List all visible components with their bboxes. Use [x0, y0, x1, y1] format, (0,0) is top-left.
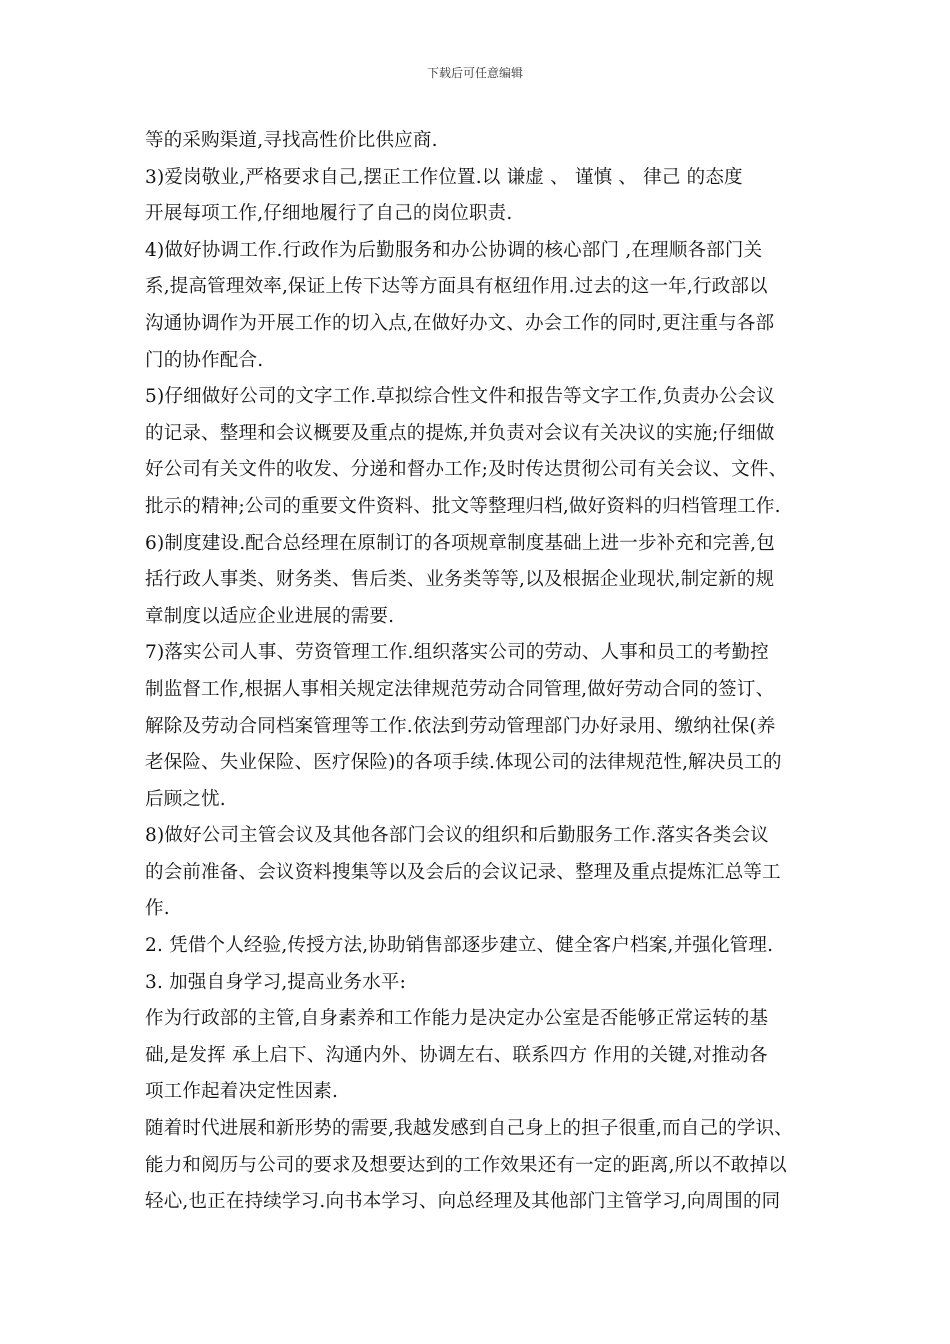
text-line: 系,提高管理效率,保证上传下达等方面具有枢纽作用.过去的这一年,行政部以	[145, 276, 768, 298]
text-line: 项工作起着决定性因素.	[145, 1081, 339, 1103]
text-line: 门的协作配合.	[145, 349, 264, 371]
text-line: 7)落实公司人事、劳资管理工作.组织落实公司的劳动、人事和员工的考勤控	[145, 642, 769, 664]
text-line: 作.	[145, 898, 170, 920]
text-line: 等的采购渠道,寻找高性价比供应商.	[145, 130, 438, 151]
text-line: 轻心,也正在持续学习.向书本学习、向总经理及其他部门主管学习,向周围的同	[145, 1191, 781, 1213]
text-line: 础,是发挥 承上启下、沟通内外、协调左右、联系四方 作用的关键,对推动各	[145, 1044, 768, 1066]
text-line: 3. 加强自身学习,提高业务水平:	[145, 971, 407, 993]
text-line: 8)做好公司主管会议及其他各部门会议的组织和后勤服务工作.落实各类会议	[145, 825, 769, 847]
text-line: 后顾之忧.	[145, 788, 226, 810]
text-line: 4)做好协调工作.行政作为后勤服务和办公协调的核心部门 ,在理顺各部门关	[145, 239, 763, 261]
text-line: 解除及劳动合同档案管理等工作.依法到劳动管理部门办好录用、缴纳社保(养	[145, 715, 776, 737]
text-line: 的记录、整理和会议概要及重点的提炼,并负责对会议有关决议的实施;仔细做	[145, 422, 775, 444]
text-line: 5)仔细做好公司的文字工作.草拟综合性文件和报告等文字工作,负责办公会议	[145, 386, 775, 408]
page-header: 下载后可任意编辑	[426, 66, 523, 80]
text-line: 好公司有关文件的收发、分递和督办工作;及时传达贯彻公司有关会议、文件、	[145, 459, 788, 481]
text-line: 2. 凭借个人经验,传授方法,协助销售部逐步建立、健全客户档案,并强化管理.	[145, 935, 774, 957]
text-line: 6)制度建设.配合总经理在原制订的各项规章制度基础上进一步补充和完善,包	[145, 532, 775, 554]
text-line: 的会前准备、会议资料搜集等以及会后的会议记录、整理及重点提炼汇总等工	[145, 861, 781, 883]
text-line: 制监督工作,根据人事相关规定法律规范劳动合同管理,做好劳动合同的签订、	[145, 678, 775, 700]
text-line: 作为行政部的主管,自身素养和工作能力是决定办公室是否能够正常运转的基	[145, 1008, 769, 1030]
text-line: 开展每项工作,仔细地履行了自己的岗位职责.	[145, 203, 513, 225]
text-line: 老保险、失业保险、医疗保险)的各项手续.体现公司的法律规范性,解决员工的	[145, 752, 782, 774]
text-line: 章制度以适应企业进展的需要.	[145, 605, 395, 627]
body-text	[145, 123, 810, 1221]
text-line: 沟通协调作为开展工作的切入点,在做好办文、办会工作的同时,更注重与各部	[145, 312, 775, 334]
text-line: 批示的精神;公司的重要文件资料、批文等整理归档,做好资料的归档管理工作.	[145, 495, 781, 517]
text-line: 能力和阅历与公司的要求及想要达到的工作效果还有一定的距离,所以不敢掉以	[145, 1154, 787, 1176]
text-line: 随着时代进展和新形势的需要,我越发感到自己身上的担子很重,而自己的学识、	[145, 1118, 793, 1140]
text-line: 3)爱岗敬业,严格要求自己,摆正工作位置.以 谦虚 、 谨慎 、 律己 的态度	[145, 166, 743, 188]
text-line: 括行政人事类、财务类、售后类、业务类等等,以及根据企业现状,制定新的规	[145, 569, 775, 591]
